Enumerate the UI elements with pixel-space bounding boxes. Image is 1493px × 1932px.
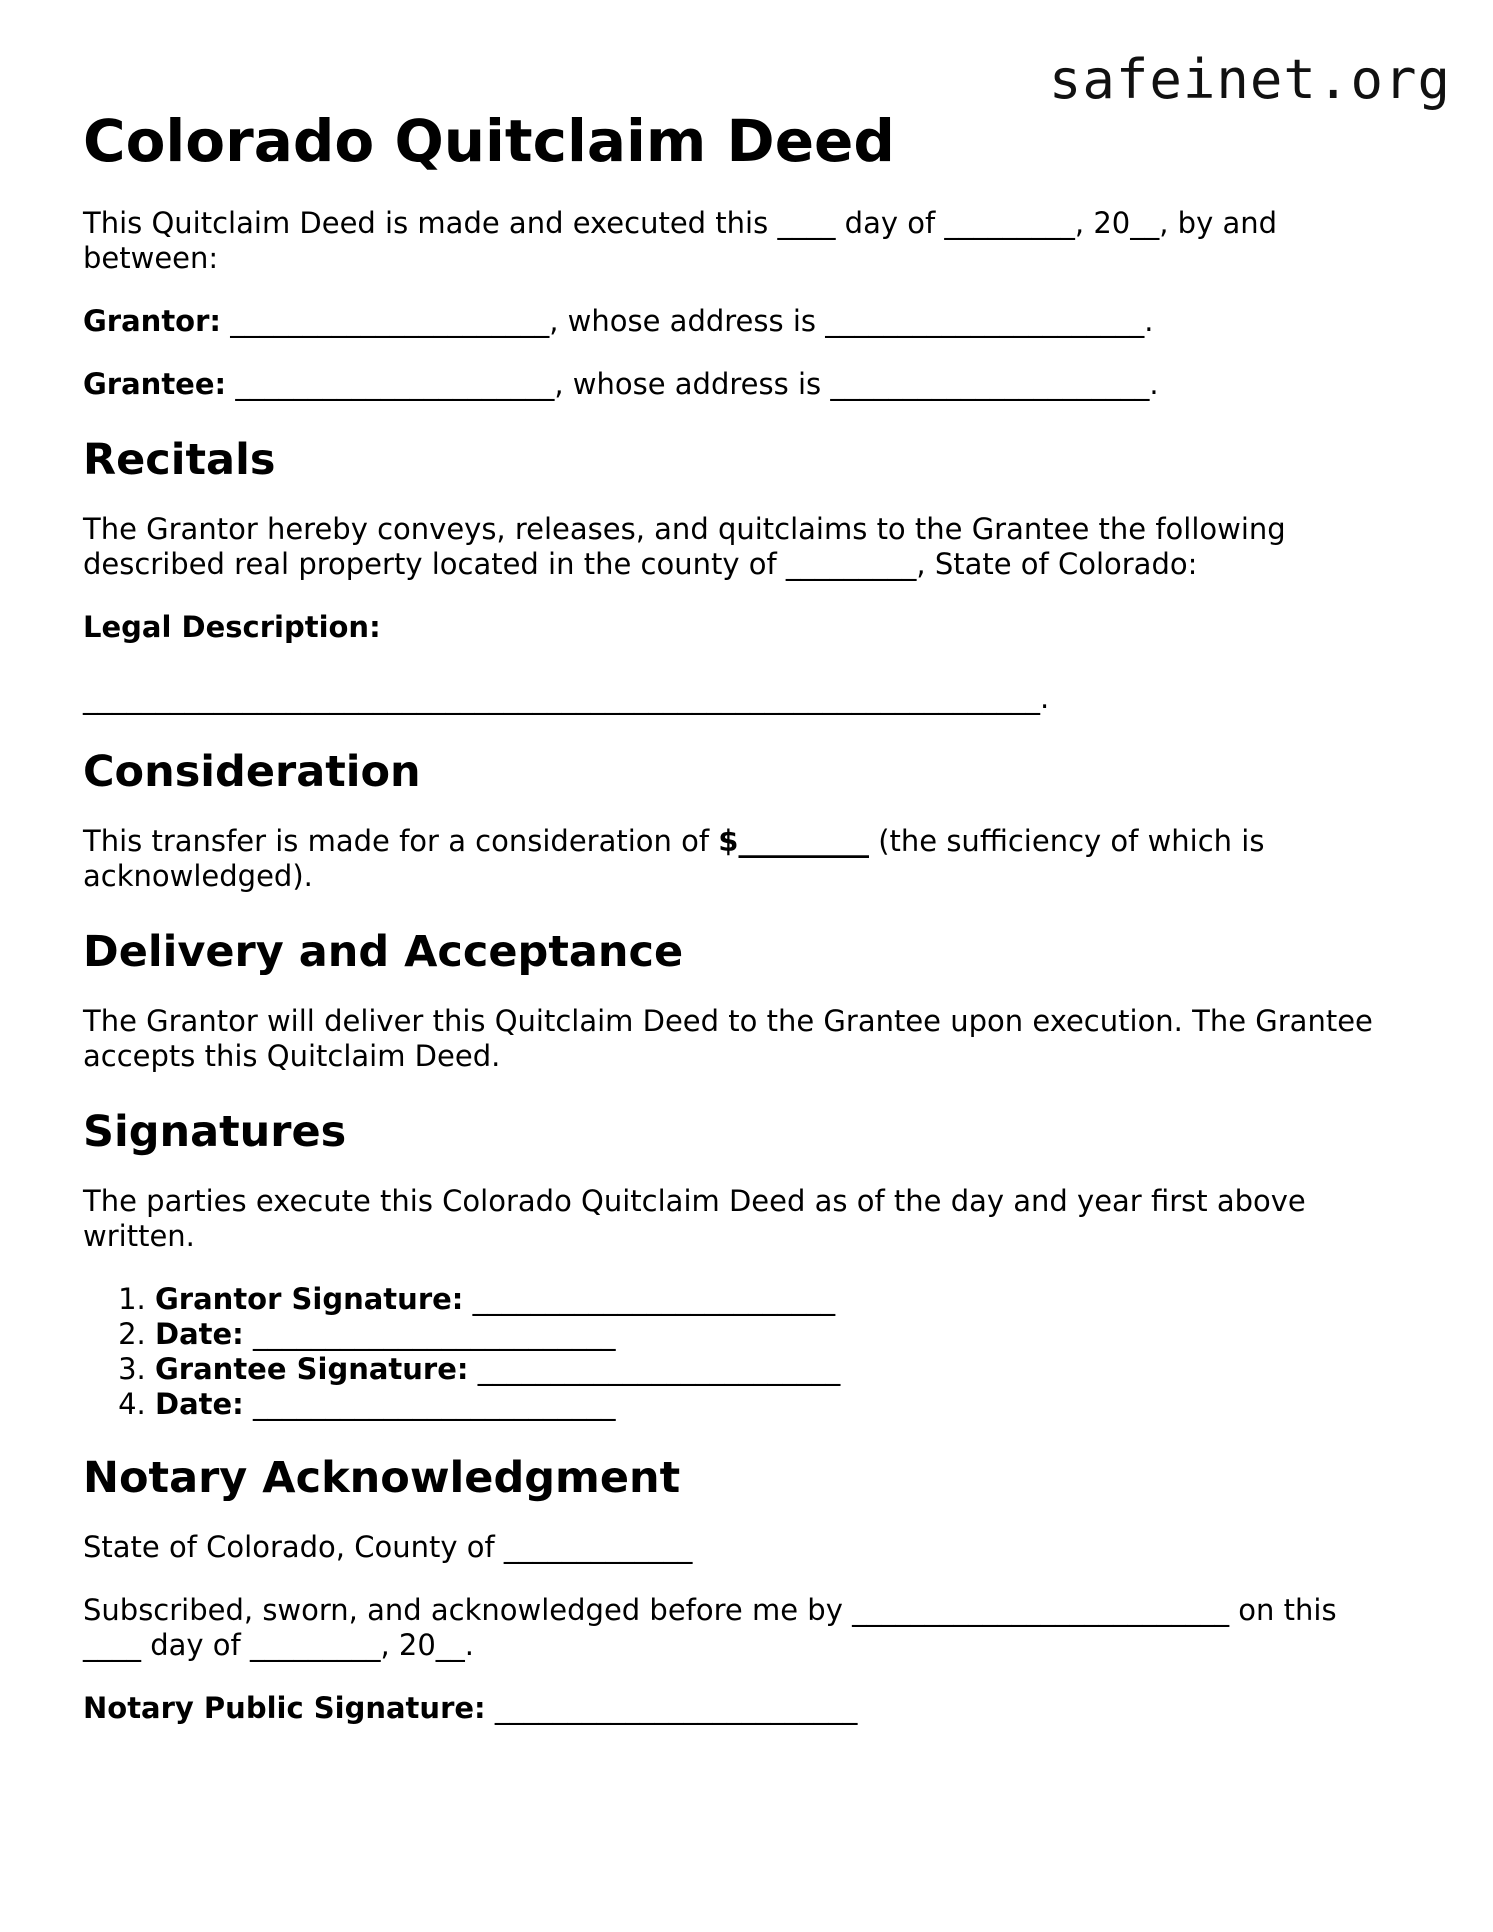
consideration-heading: Consideration [83, 747, 421, 797]
grantor-signature-line: _________________________ [463, 1282, 836, 1316]
signatures-paragraph: The parties execute this Colorado Quitclaim Deed as of the day and year first above written. [83, 1184, 1306, 1253]
list-item [155, 1352, 1403, 1387]
grantee-date-label: Date: [155, 1387, 244, 1421]
watermark: safeinet.org [1048, 48, 1451, 111]
legal-description-line: __________________________________________________________________. [83, 681, 1050, 715]
delivery-paragraph: The Grantor will deliver this Quitclaim Deed to the Grantee upon execution. The Grantee accepts this Quitclaim Deed. [83, 1004, 1373, 1073]
grantor-line [83, 304, 1403, 339]
notary-subscribed-paragraph: Subscribed, sworn, and acknowledged before me by __________________________ on this ____ day of _________, 20__. [83, 1593, 1337, 1662]
grantee-signature-label: Grantee Signature: [155, 1352, 469, 1386]
page-title: Colorado Quitclaim Deed [83, 107, 895, 175]
grantee-signature-line: _________________________ [468, 1352, 841, 1386]
delivery-heading: Delivery and Acceptance [83, 927, 684, 977]
grantee-text: ______________________, whose address is ______________________. [226, 367, 1159, 401]
consideration-text-before: This transfer is made for a consideration of [83, 824, 719, 858]
signatures-heading: Signatures [83, 1107, 347, 1157]
consideration-text-after: (the sufficiency of which is acknowledged). [83, 824, 1265, 893]
notary-state-line: State of Colorado, County of _____________ [83, 1530, 693, 1564]
grantee-line [83, 367, 1403, 402]
recitals-paragraph: The Grantor hereby conveys, releases, and quitclaims to the Grantee the following described real property located in the county of _________, State of Colorado: [83, 512, 1286, 581]
grantee-date-line: _________________________ [243, 1387, 616, 1421]
consideration-amount: $_________ [718, 824, 869, 858]
signature-list [83, 1282, 1403, 1422]
grantor-date-label: Date: [155, 1317, 244, 1351]
list-item [155, 1387, 1403, 1422]
grantee-label: Grantee: [83, 367, 227, 401]
grantor-label: Grantor: [83, 304, 222, 338]
consideration-paragraph [83, 824, 1403, 894]
legal-description-label [83, 610, 1403, 645]
notary-signature-line [83, 1691, 1403, 1726]
notary-heading: Notary Acknowledgment [83, 1453, 681, 1503]
recitals-heading: Recitals [83, 435, 276, 485]
list-item [155, 1317, 1403, 1352]
notary-signature-label: Notary Public Signature: [83, 1691, 486, 1725]
grantor-date-line: _________________________ [243, 1317, 616, 1351]
legal-description-label-text: Legal Description: [83, 610, 381, 644]
intro-paragraph: This Quitclaim Deed is made and executed this ____ day of _________, 20__, by and between: [83, 206, 1278, 275]
document [83, 98, 1403, 1754]
grantor-text: ______________________, whose address is ______________________. [221, 304, 1154, 338]
grantor-signature-label: Grantor Signature: [155, 1282, 464, 1316]
notary-signature-blank: _________________________ [485, 1691, 858, 1725]
list-item [155, 1282, 1403, 1317]
